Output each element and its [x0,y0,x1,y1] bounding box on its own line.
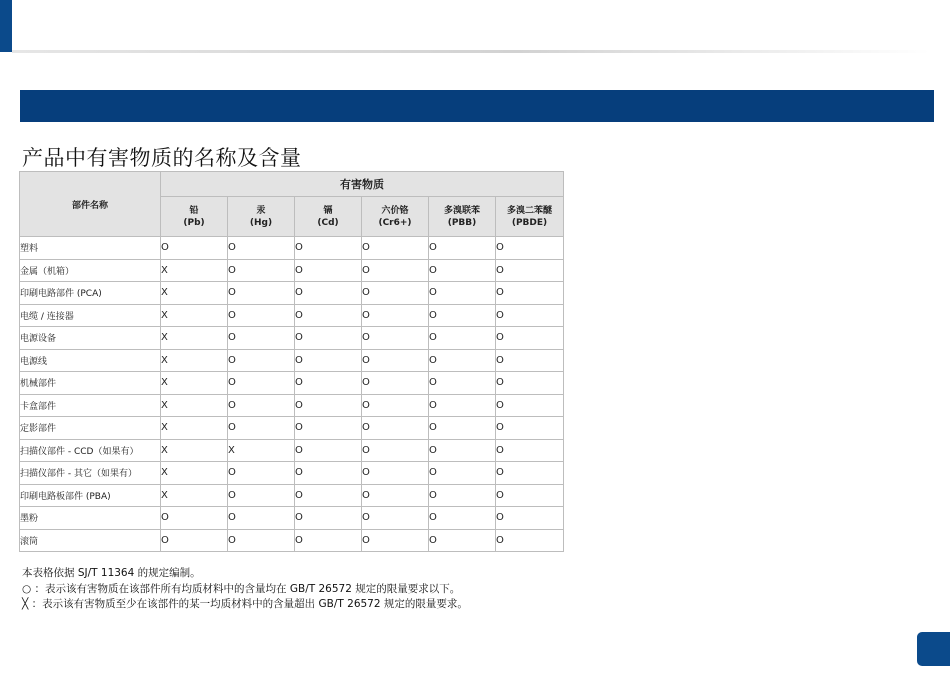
part-name-cell: 印刷电路板部件 (PBA) [20,484,161,507]
substance-mark-cell: O [295,237,362,260]
substance-mark-cell: O [362,417,429,440]
substance-mark-cell: O [362,237,429,260]
circle-symbol: ○ [22,582,32,595]
substance-mark-cell: O [362,372,429,395]
substance-mark-cell: O [429,439,496,462]
substance-mark-cell: O [228,304,295,327]
substance-mark-cell: O [295,282,362,305]
substance-mark-cell: X [161,327,228,350]
substance-header [429,197,496,237]
substance-mark-cell: O [295,259,362,282]
substance-mark-cell: O [362,349,429,372]
substance-mark-cell: O [295,349,362,372]
substance-name: 汞 [256,205,266,216]
substance-symbol: (Hg) [249,217,273,228]
substance-mark-cell: O [496,304,564,327]
substance-header [161,197,228,237]
substance-mark-cell: O [295,507,362,530]
substance-name: 六价铬 [381,205,409,216]
substance-mark-cell: X [161,484,228,507]
substance-mark-cell: X [161,304,228,327]
substance-mark-cell: O [429,529,496,552]
substance-mark-cell: X [161,394,228,417]
substance-mark-cell: X [161,439,228,462]
substance-mark-cell: O [228,529,295,552]
substance-mark-cell: O [295,439,362,462]
substance-header [362,197,429,237]
part-name-cell: 滚筒 [20,529,161,552]
substance-mark-cell: O [362,462,429,485]
substance-mark-cell: O [362,304,429,327]
table-row [20,282,564,305]
table-row [20,349,564,372]
page-number-badge [917,632,950,666]
top-divider [12,50,930,53]
substance-mark-cell: X [161,462,228,485]
substance-mark-cell: O [161,507,228,530]
substance-mark-cell: O [228,259,295,282]
part-name-cell: 金属（机箱） [20,259,161,282]
table-row [20,304,564,327]
hazardous-substances-header: 有害物质 [161,172,564,197]
note-circle: ○ ：表示该有害物质在该部件所有均质材料中的含量均在 GB/T 26572 规定的限量要求以下。 [22,582,461,595]
cross-symbol: ╳ [22,598,29,610]
substance-mark-cell: O [496,237,564,260]
substance-mark-cell: O [362,282,429,305]
table-row [20,237,564,260]
part-name-cell: 电源设备 [20,327,161,350]
substance-mark-cell: O [429,507,496,530]
corner-accent-bar [0,0,12,52]
substance-mark-cell: O [429,372,496,395]
substance-name: 镉 [323,205,333,216]
substance-mark-cell: X [161,372,228,395]
substance-mark-cell: O [429,237,496,260]
table-row [20,327,564,350]
substance-symbol: (PBDE) [511,217,548,228]
substance-mark-cell: O [295,529,362,552]
substance-mark-cell: O [362,529,429,552]
substance-mark-cell: O [362,484,429,507]
substance-mark-cell: O [429,394,496,417]
substance-mark-cell: O [228,462,295,485]
substance-mark-cell: X [161,349,228,372]
substance-mark-cell: O [429,417,496,440]
substance-mark-cell: O [228,417,295,440]
part-name-cell: 电源线 [20,349,161,372]
substance-symbol: (Cr6+) [378,217,412,228]
substance-mark-cell: O [295,484,362,507]
substance-mark-cell: O [362,439,429,462]
substance-mark-cell: O [295,372,362,395]
substance-mark-cell: O [228,372,295,395]
substance-symbol: (Pb) [183,217,205,228]
substance-mark-cell: O [362,259,429,282]
substance-mark-cell: O [228,282,295,305]
table-row [20,484,564,507]
table-row [20,372,564,395]
substance-header [295,197,362,237]
table-row [20,417,564,440]
part-name-cell: 扫描仪部件 - CCD（如果有） [20,439,161,462]
note-cross: ╳ ：表示该有害物质至少在该部件的某一均质材料中的含量超出 GB/T 26572 规定的限量要求。 [22,598,468,610]
part-name-cell: 机械部件 [20,372,161,395]
substance-mark-cell: O [362,394,429,417]
substance-mark-cell: O [429,462,496,485]
part-name-cell: 墨粉 [20,507,161,530]
part-name-header: 部件名称 [20,172,161,237]
substance-mark-cell: O [496,394,564,417]
section-header-band [20,90,934,122]
table-row [20,439,564,462]
substance-mark-cell: O [429,349,496,372]
table-row [20,394,564,417]
substance-symbol: (Cd) [317,217,339,228]
substance-mark-cell: O [496,417,564,440]
substance-mark-cell: O [295,304,362,327]
substance-mark-cell: O [496,439,564,462]
substance-mark-cell: X [161,259,228,282]
substance-mark-cell: O [228,327,295,350]
page-title: 产品中有害物质的名称及含量 [22,146,302,170]
part-name-cell: 塑料 [20,237,161,260]
substance-mark-cell: O [228,507,295,530]
substance-mark-cell: O [362,507,429,530]
substance-name: 多溴二苯醚 [506,205,552,216]
substance-mark-cell: O [228,237,295,260]
substance-mark-cell: O [362,327,429,350]
part-name-cell: 卡盒部件 [20,394,161,417]
substance-mark-cell: X [161,282,228,305]
substance-header [228,197,295,237]
table-row [20,462,564,485]
note-standard: 本表格依据 SJ/T 11364 的规定编制。 [22,567,201,579]
table-notes [22,566,468,613]
substance-mark-cell: O [496,507,564,530]
substance-mark-cell: O [295,462,362,485]
substance-mark-cell: O [496,327,564,350]
substance-symbol: (PBB) [447,217,477,228]
substance-mark-cell: X [161,417,228,440]
substance-mark-cell: O [295,327,362,350]
substance-mark-cell: O [228,394,295,417]
substance-name: 多溴联苯 [443,205,480,216]
part-name-cell: 定影部件 [20,417,161,440]
substance-mark-cell: O [496,484,564,507]
part-name-cell: 印刷电路部件 (PCA) [20,282,161,305]
substance-mark-cell: O [161,529,228,552]
part-name-cell: 电缆 / 连接器 [20,304,161,327]
table-row [20,259,564,282]
substance-mark-cell: O [496,372,564,395]
substance-mark-cell: O [496,462,564,485]
part-name-cell: 扫描仪部件 - 其它（如果有） [20,462,161,485]
substance-mark-cell: O [295,394,362,417]
substance-mark-cell: O [496,529,564,552]
table-row [20,507,564,530]
substance-name: 铅 [189,205,199,216]
table-row [20,529,564,552]
substance-mark-cell: O [429,484,496,507]
substance-mark-cell: O [429,304,496,327]
substance-mark-cell: O [496,259,564,282]
hazardous-substances-table [19,171,564,552]
substance-mark-cell: O [429,259,496,282]
substance-mark-cell: O [228,349,295,372]
substance-header [496,197,564,237]
substance-mark-cell: O [295,417,362,440]
substance-mark-cell: O [429,282,496,305]
substance-mark-cell: O [161,237,228,260]
substance-mark-cell: X [228,439,295,462]
substance-mark-cell: O [496,282,564,305]
substance-mark-cell: O [496,349,564,372]
substance-mark-cell: O [429,327,496,350]
substance-mark-cell: O [228,484,295,507]
